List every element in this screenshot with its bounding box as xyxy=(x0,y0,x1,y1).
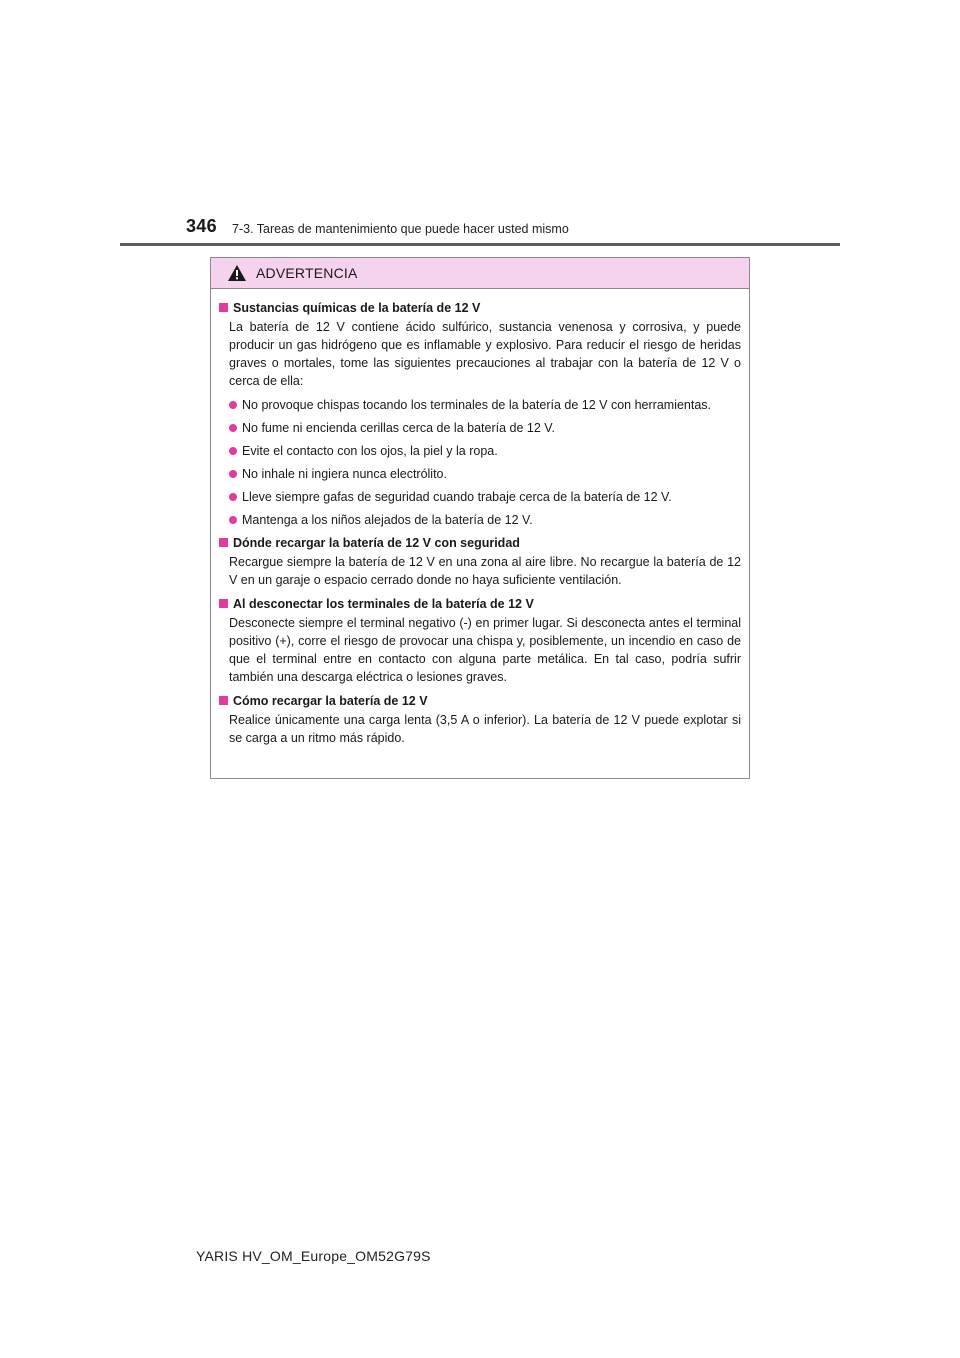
section-paragraph: La batería de 12 V contiene ácido sulfúrico, sustancia venenosa y corrosiva, y puede producir un gas hidrógeno que es inflamable y explosivo. Para reducir el riesgo de heridas graves o mortales, tome las siguientes precauciones al trabajar con la batería de 12 V o cerca de ella: xyxy=(229,320,741,388)
square-bullet-icon xyxy=(219,303,228,312)
header-rule xyxy=(120,243,840,246)
list-item xyxy=(219,488,741,506)
warning-triangle-icon xyxy=(227,264,247,282)
round-bullet-icon xyxy=(229,493,237,501)
section-paragraph: Recargue siempre la batería de 12 V en una zona al aire libre. No recargue la batería de 12 V en un garaje o espacio cerrado donde no haya suficiente ventilación. xyxy=(229,555,741,587)
warning-title: ADVERTENCIA xyxy=(256,265,358,281)
list-item xyxy=(219,511,741,529)
list-item-text: Lleve siempre gafas de seguridad cuando trabaje cerca de la batería de 12 V. xyxy=(242,490,672,504)
round-bullet-icon xyxy=(229,447,237,455)
warning-section xyxy=(219,299,741,529)
square-bullet-icon xyxy=(219,538,228,547)
list-item-text: No inhale ni ingiera nunca electrólito. xyxy=(242,467,447,481)
footer-manual-id: YARIS HV_OM_Europe_OM52G79S xyxy=(196,1248,431,1264)
warning-section xyxy=(219,595,741,686)
list-item xyxy=(219,419,741,437)
warning-body xyxy=(211,289,749,747)
round-bullet-icon xyxy=(229,424,237,432)
list-item xyxy=(219,465,741,483)
section-heading-text: Al desconectar los terminales de la batería de 12 V xyxy=(233,597,534,611)
list-item xyxy=(219,396,741,414)
section-heading xyxy=(219,595,741,613)
section-heading-text: Sustancias químicas de la batería de 12 V xyxy=(233,301,481,315)
square-bullet-icon xyxy=(219,696,228,705)
section-paragraph: Desconecte siempre el terminal negativo (-) en primer lugar. Si desconecta antes el terminal positivo (+), corre el riesgo de provocar una chispa y, posiblemente, un incendio en caso de que el terminal entre en contacto con alguna parte metálica. En tal caso, podría sufrir también una descarga eléctrica o lesiones graves. xyxy=(229,616,741,684)
list-item-text: No provoque chispas tocando los terminales de la batería de 12 V con herramientas. xyxy=(242,398,712,412)
section-heading-text: Cómo recargar la batería de 12 V xyxy=(233,694,428,708)
section-heading xyxy=(219,299,741,317)
list-item xyxy=(219,442,741,460)
warning-header xyxy=(211,258,749,289)
warning-section xyxy=(219,692,741,747)
round-bullet-icon xyxy=(229,470,237,478)
section-paragraph: Realice únicamente una carga lenta (3,5 A o inferior). La batería de 12 V puede explotar si se carga a un ritmo más rápido. xyxy=(229,713,741,745)
section-heading xyxy=(219,534,741,552)
warning-section xyxy=(219,534,741,589)
page-number: 346 xyxy=(186,216,217,236)
section-heading xyxy=(219,692,741,710)
round-bullet-icon xyxy=(229,516,237,524)
list-item-text: Mantenga a los niños alejados de la batería de 12 V. xyxy=(242,513,533,527)
list-item-text: No fume ni encienda cerillas cerca de la batería de 12 V. xyxy=(242,421,555,435)
list-item-text: Evite el contacto con los ojos, la piel y la ropa. xyxy=(242,444,498,458)
round-bullet-icon xyxy=(229,401,237,409)
section-title: 7-3. Tareas de mantenimiento que puede hacer usted mismo xyxy=(232,222,569,236)
warning-box xyxy=(210,257,750,779)
section-heading-text: Dónde recargar la batería de 12 V con seguridad xyxy=(233,536,520,550)
square-bullet-icon xyxy=(219,599,228,608)
